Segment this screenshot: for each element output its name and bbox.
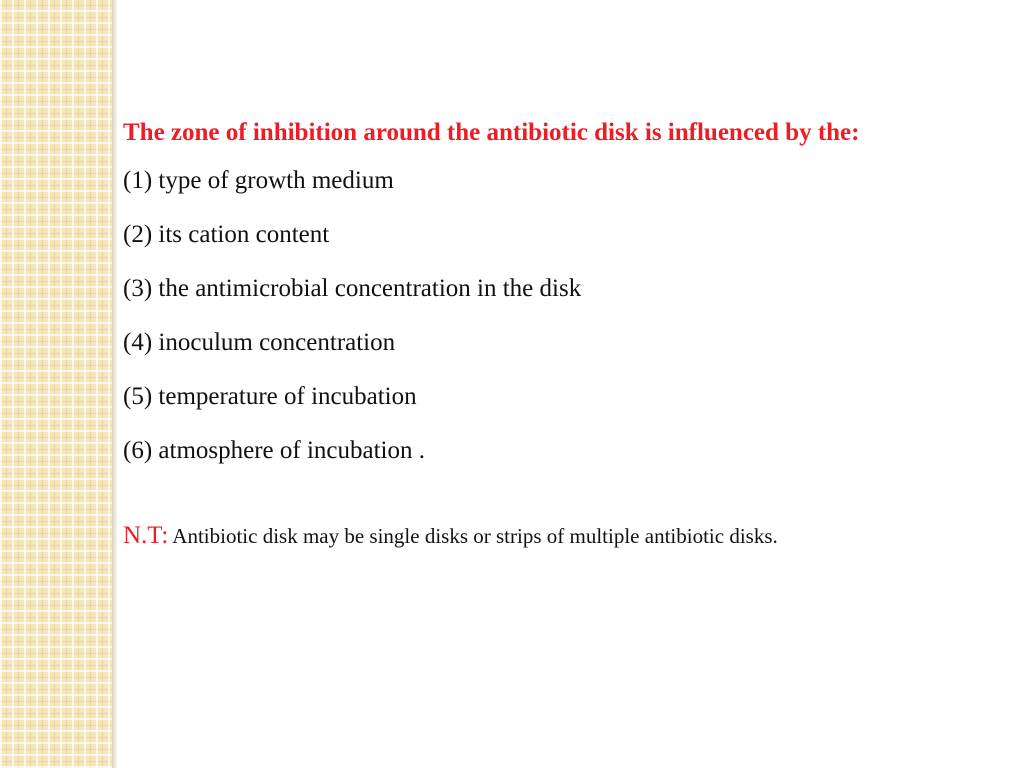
note-text: Antibiotic disk may be single disks or strips of multiple antibiotic disks.: [172, 524, 778, 548]
slide-content: [123, 112, 1013, 559]
factor-item-3: (3) the antimicrobial concentration in the disk: [123, 275, 582, 302]
factor-item-6: (6) atmosphere of incubation .: [123, 437, 425, 464]
note: [123, 516, 1013, 559]
factor-item-2: (2) its cation content: [123, 221, 330, 248]
factor-item-5: (5) temperature of incubation: [123, 383, 417, 410]
factor-list: [123, 154, 1013, 478]
decorative-side-strip: [0, 0, 112, 768]
slide-heading: The zone of inhibition around the antibiotic disk is influenced by the:: [123, 119, 860, 146]
factor-item-4: (4) inoculum concentration: [123, 329, 396, 356]
factor-item-1: (1) type of growth medium: [123, 167, 394, 194]
side-strip-shadow: [112, 0, 118, 768]
note-label: N.T:: [123, 522, 169, 549]
